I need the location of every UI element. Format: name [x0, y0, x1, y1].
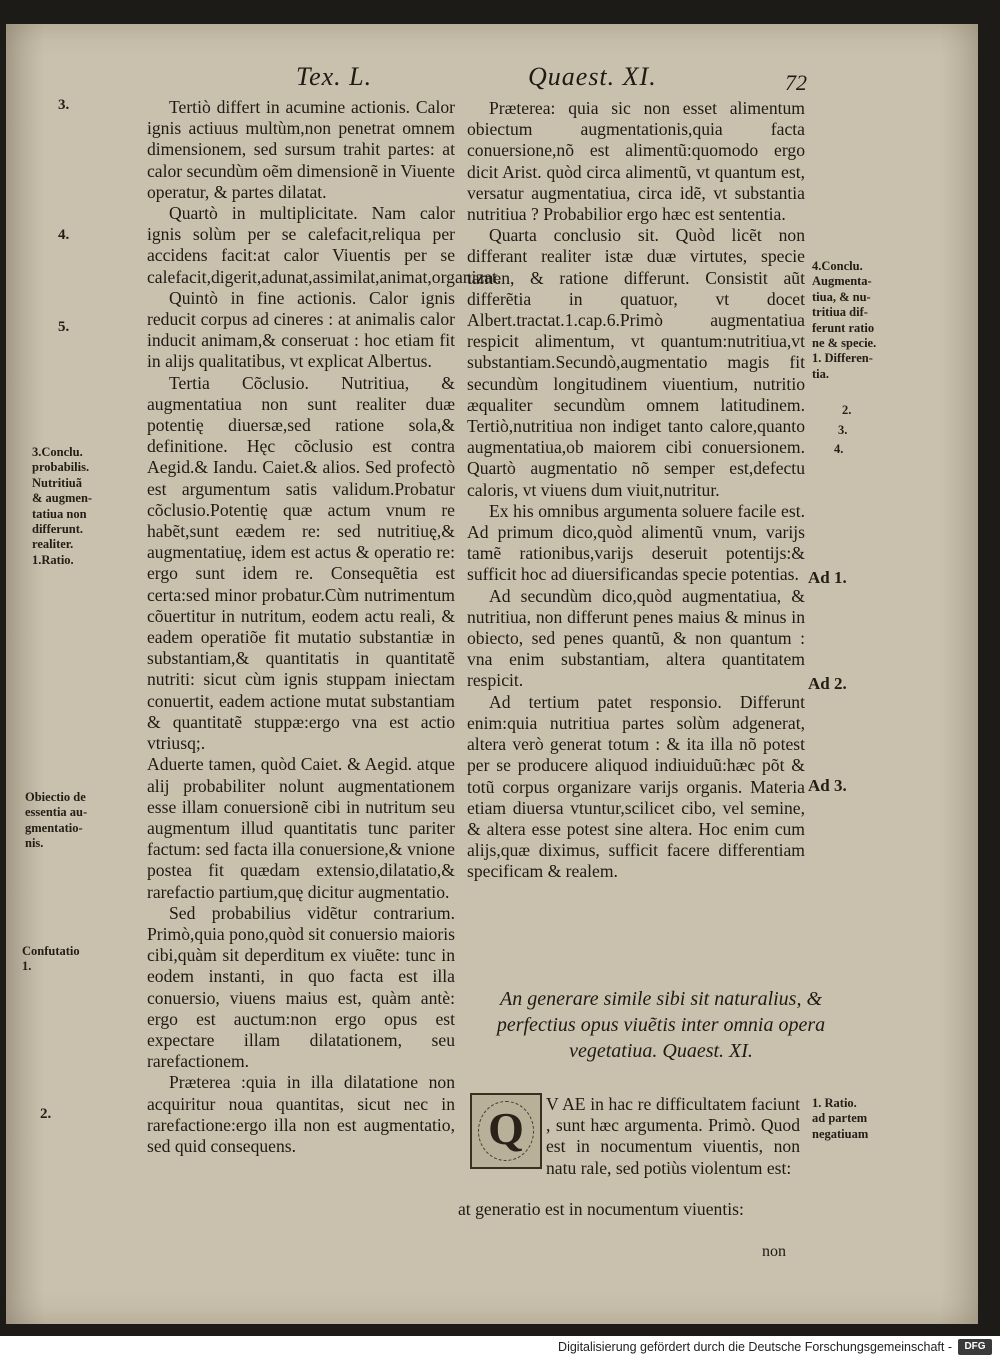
running-head-left: Tex. L.: [296, 62, 373, 91]
margin-number-3: 3.: [58, 97, 70, 113]
margin-number-3-right: 3.: [838, 423, 848, 437]
margin-note-conclusion-4: 4.Conclu. Augmenta- tiua, & nu- tritiua dif- ferunt ratio ne & specie. 1. Differen- tia.: [812, 259, 877, 381]
margin-number-4: 4.: [58, 227, 70, 243]
decorated-initial: Q: [470, 1093, 542, 1169]
question-intro-text: V AE in hac re difficultatem faciunt , sunt hæc argumenta. Primò. Quod est in nocumentum viuentis, non natu rale, sed potiùs violentum est:: [546, 1094, 800, 1178]
dfg-logo-icon: DFG: [958, 1339, 992, 1355]
margin-number-2: 2.: [40, 1106, 52, 1122]
catchword: non: [762, 1243, 786, 1260]
margin-number-4-right: 4.: [834, 442, 844, 456]
running-head-right: Quaest. XI.: [528, 62, 657, 91]
paragraph: Præterea :quia in illa dilatatione non acquiritur noua quantitas, sicut nec in rarefactione:ergo illa non est augmentatio, sed quid consequens.: [147, 1072, 455, 1156]
page-number: 72: [785, 70, 807, 95]
paragraph: Tertiò differt in acumine actionis. Calor ignis actiuus multùm,non penetrat omnem dimensionem, sed sursum trahit partes: at calor secundùm oẽm dimensionẽ in Viuente operatur, & partes dilatat.: [147, 97, 455, 202]
margin-reply-1: Ad 1.: [808, 568, 847, 587]
paragraph: Ex his omnibus argumenta soluere facile est. Ad primum dico,quòd alimentũ vnum, varijs tamẽ rationibus,varijs deseruit potentijs:& sufficit hoc ad diuersificandas specie potentias.: [467, 500, 805, 585]
paragraph: Aduerte tamen, quòd Caiet. & Aegid. atque alij probabiliter nolunt augmentationem esse illam conuersionẽ cibi in nutritum seu augmentum illud quantitatis tunc pariter factum: sed facta illa conuersione,& vnione postea fit quædam extensio,dilatatio,& rarefactio partium,quę dicitur augmentatio.: [147, 754, 455, 902]
question-intro-continued: at generatio est in nocumentum viuentis:: [458, 1199, 744, 1219]
paragraph: Quintò in fine actionis. Calor ignis reducit corpus ad cineres : at animalis calor inducit animam,& conseruat : hoc etiam fit in alijs qualitatibus, vt explicat Albertus.: [147, 287, 455, 372]
margin-reply-3: Ad 3.: [808, 776, 847, 795]
margin-number-5: 5.: [58, 319, 70, 335]
paragraph: Tertia Cõclusio. Nutritiua, & augmentatiua non sunt realiter duæ potentię diuersæ,sed ratione sola,& definitione. Hęc cõclusio est contra Aegid.& Iandu. Caiet.& alios. Sed profectò est argumentum satis validum.Probatur cõclusio.Potentię quæ actum vnum re habẽt,sunt eædem re: sed nutritiuę,& augmentatiuę, idem est actus & operatio re: ergo sunt idem re. Consequẽtia est certa:sed minor probatur.Cùm nutrimentum cõuertitur in nutritum, eodem actu reali, & eadem operatiõe fit mutatio substantiæ in substantiam,& quantitatis in quantitatẽ nutriti: sicut cùm ignis stuppam iniectam conuertit, eadem actione mutat substantiam & quantitatẽ stuppæ:ergo vna est actio vtriusq;.: [147, 372, 455, 754]
margin-note-objection: Obiectio de essentia au- gmentatio- nis.: [25, 790, 88, 851]
margin-number-2-right: 2.: [842, 403, 852, 417]
paragraph: Sed probabilius vidẽtur contrarium. Primò,quia pono,quòd sit conuersio maioris cibi,quàm sit deperditum ex viuẽte: tunc in eodem instanti, in quo facta est illa conuersio, viuens maius est, quàm antè: ergo est auctum:non ergo opus est expectare illam dilatationem, seu rarefactionem.: [147, 902, 455, 1072]
question-title: An generare simile sibi sit naturalius, & perfectius opus viuẽtis inter omnia opera vegetatiua. Quaest. XI.: [496, 988, 826, 1062]
paragraph: Ad tertium patet responsio. Differunt enim:quia nutritiua partes solùm adgenerat, altera verò generat totum : & ita illa nõ potest per se producere aliquod indiuiduũ:hæc põt & totũ corpus organizare varijs organis. Materia etiam diuersa vtuntur,scilicet cibo, vel semine, & altera esse potest sine altera. Hoc enim cum alijs,quæ diximus, sufficit facere differentiam specificam & realem.: [467, 691, 805, 882]
right-text-column: [467, 98, 805, 883]
footer-credit: Digitalisierung gefördert durch die Deutsche Forschungsgemeinschaft -: [558, 1340, 952, 1354]
margin-note-confutation: Confutatio 1.: [22, 944, 80, 974]
paragraph: Quarta conclusio sit. Quòd licẽt non differant realiter istæ duæ virtutes, specie tamen, & ratione differunt. Consistit aũt differẽtia in quatuor, vt docet Albert.tractat.1.cap.6.Primò augmentatiua respicit alimentum, vt quantum:nutritiua,vt substantiam.Secundò,augmentatio magis fit secundùm longitudinem viuentium, nutritio æqualiter secundùm omnem latitudinem. Tertiò,nutritiua non indiget tanto calore,quanto augmentatiua,ob maiorem cibi conuersionem. Quartò augmentatio nõ semper est,defectu caloris, vt viuens dum viuit,nutritur.: [467, 225, 805, 500]
paragraph: Ad secundùm dico,quòd augmentatiua, & nutritiua, non differunt penes maius & minus in obiecto, sed penes quantũ, & non quantum : vna enim substantiam, altera quantitatem respicit.: [467, 585, 805, 691]
left-text-column: [147, 97, 502, 1157]
margin-note-ratio: 1. Ratio. ad partem negatiuam: [812, 1096, 869, 1141]
margin-reply-2: Ad 2.: [808, 674, 847, 693]
margin-note-conclusion-3: 3.Conclu. probabilis. Nutritiuã & augmen- tatiua non differunt. realiter. 1.Ratio.: [32, 445, 93, 567]
paragraph: Quartò in multiplicitate. Nam calor ignis solùm per se calefacit,reliqua per accidens facit:at calor Viuentis per se calefacit,digerit,adunat,assimilat,animat,organizat.: [147, 203, 502, 287]
paragraph: Præterea: quia sic non esset alimentum obiectum augmentationis,quia facta conuersione,nõ est alimentũ:quomodo ergo dicit Arist. quòd circa alimentũ, vt quantum est, versatur augmentatiua, circa idẽ, vt substantia nutritiua ? Probabilior ergo hæc est sententia.: [467, 98, 805, 225]
